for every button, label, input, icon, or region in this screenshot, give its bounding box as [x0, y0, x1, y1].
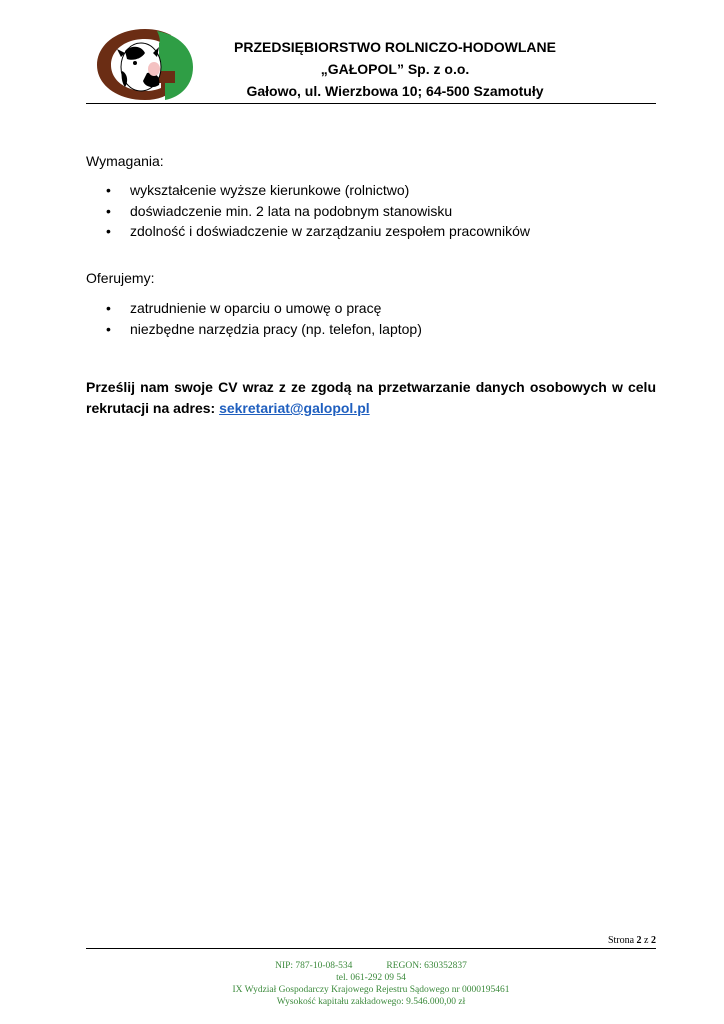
footer-court: IX Wydział Gospodarczy Krajowego Rejestru Sądowego nr 0000195461 [232, 985, 510, 995]
list-item: • niezbędne narzędzia pracy (np. telefon, laptop) [106, 319, 422, 340]
company-legal-name: „GAŁOPOL” Sp. z o.o. [320, 61, 470, 77]
page-current: 2 [636, 935, 642, 946]
footer-tel: tel. 061-292 09 54 [336, 973, 406, 983]
list-item: • zdolność i doświadczenie w zarządzaniu zespołem pracowników [106, 221, 530, 242]
page-of: z [644, 935, 649, 946]
cta-paragraph [86, 377, 656, 419]
page-total: 2 [651, 935, 656, 946]
list-item: • wykształcenie wyższe kierunkowe (rolnictwo) [106, 180, 530, 201]
header-divider [86, 103, 656, 104]
list-item: • zatrudnienie w oparciu o umowę o pracę [106, 298, 422, 319]
footer-capital: Wysokość kapitału zakładowego: 9.546.000,00 zł [276, 997, 466, 1007]
page-label: Strona [607, 935, 635, 946]
list-item: • doświadczenie min. 2 lata na podobnym stanowisku [106, 201, 530, 222]
footer-regon: REGON: 630352837 [386, 961, 467, 971]
requirements-list [106, 180, 530, 242]
requirements-title: Wymagania: [86, 153, 164, 169]
company-header [200, 36, 590, 102]
cta-text: Prześlij nam swoje CV wraz z ze zgodą na przetwarzanie danych osobowych w celu rekrutacji na adres: [86, 379, 656, 416]
company-name: PRZEDSIĘBIORSTWO ROLNICZO-HODOWLANE [234, 39, 556, 55]
footer [86, 960, 656, 1008]
offer-title: Oferujemy: [86, 270, 155, 286]
company-address: Gałowo, ul. Wierzbowa 10; 64-500 Szamotuły [246, 83, 544, 99]
page-number [608, 935, 656, 946]
offer-list [106, 298, 422, 339]
galopol-cow-logo-icon [95, 27, 195, 101]
footer-nip: NIP: 787-10-08-534 [275, 961, 353, 971]
footer-ids [86, 960, 656, 972]
footer-divider [86, 948, 656, 949]
email-link[interactable]: sekretariat@galopol.pl [219, 400, 370, 416]
